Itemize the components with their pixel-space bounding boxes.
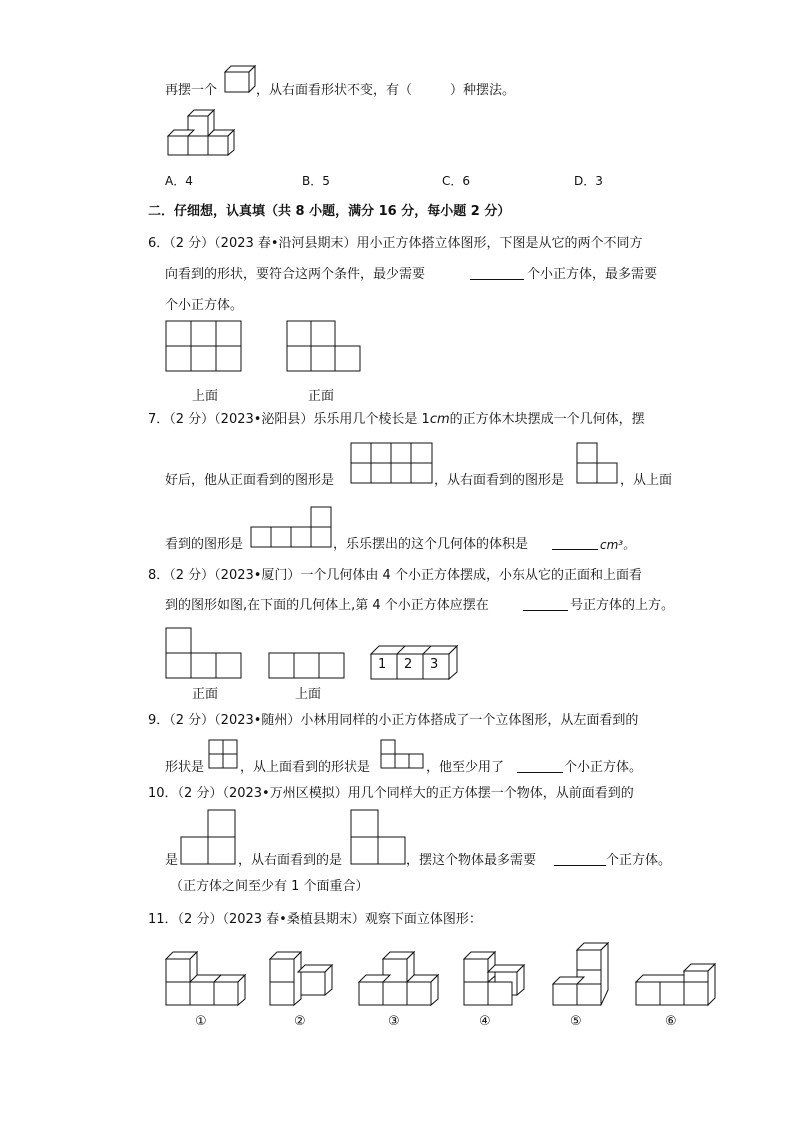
q10-line2a: 是 xyxy=(165,853,179,868)
q8-line2b: 号正方体的上方。 xyxy=(570,598,675,613)
q8-label-top: 上面 xyxy=(295,687,322,702)
q7-line1: 7．（2 分）（2023•泌阳县）乐乐用几个棱长是 1cm的正方体木块摆成一个几何体，摆 xyxy=(148,412,645,427)
q9-left-view xyxy=(209,740,239,770)
q5-text-a: 再摆一个 xyxy=(165,83,218,98)
q7-line2a: 好后，他从正面看到的图形是 xyxy=(165,473,335,488)
q8-line1: 8．（2 分）（2023•厦门）一个几何体由 4 个小正方体摆成，小东从它的正面和上面看 xyxy=(148,568,642,583)
q9-top-view xyxy=(381,740,427,770)
q11-label-3: ③ xyxy=(388,1014,400,1029)
unit-cm3: cm³。 xyxy=(600,538,636,552)
q11-line1: 11．（2 分）（2023 春•桑植县期末）观察下面立体图形： xyxy=(148,912,482,927)
q5-option-d[interactable]: D．3 xyxy=(574,174,603,188)
section-title: 二．仔细想，认真填（共 8 小题，满分 16 分，每小题 2 分） xyxy=(148,204,511,219)
q10-line2c: ，摆这个物体最多需要 xyxy=(406,853,537,868)
q10-front-view xyxy=(181,810,239,866)
q5-option-a[interactable]: A．4 xyxy=(165,174,193,188)
q10-line2d: 个正方体。 xyxy=(606,853,672,868)
q11-figure-6 xyxy=(636,964,722,1008)
q7-line2c: ，从上面 xyxy=(620,473,673,488)
q6-label-front: 正面 xyxy=(308,389,335,404)
q7-top-view xyxy=(251,507,335,549)
q11-figure-4 xyxy=(464,952,528,1008)
q8-line2a: 到的图形如图,在下面的几何体上,第 4 个小正方体应摆在 xyxy=(165,598,489,613)
q9-line2a: 形状是 xyxy=(165,760,205,775)
q5-option-b[interactable]: B．5 xyxy=(302,174,330,188)
q7-right-view xyxy=(577,443,621,485)
single-cube-figure xyxy=(225,66,255,94)
q5-text-c: ）种摆法。 xyxy=(450,83,516,98)
q6-line1: 6．（2 分）（2023 春•沿河县期末）用小正方体搭立体图形，下图是从它的两个不同方 xyxy=(148,236,643,251)
q6-line2b: 个小正方体，最多需要 xyxy=(527,267,658,282)
q6-front-view xyxy=(287,321,363,373)
q10-answer-blank[interactable] xyxy=(554,852,606,866)
q10-line3: （正方体之间至少有 1 个面重合） xyxy=(170,879,369,894)
q5-solid-figure xyxy=(168,108,240,158)
q11-figure-2 xyxy=(270,952,336,1002)
q7-line3b: ，乐乐摆出的这个几何体的体积是 xyxy=(333,537,529,552)
q6-top-view xyxy=(166,321,242,373)
q9-line2b: ，从上面看到的形状是 xyxy=(240,760,371,775)
q11-figure-5 xyxy=(553,942,615,1008)
q7-answer-blank[interactable] xyxy=(552,536,598,550)
q11-label-2: ② xyxy=(294,1014,306,1029)
q9-line2c: ，他至少用了 xyxy=(426,760,505,775)
q7-line2b: ，从右面看到的图形是 xyxy=(434,473,565,488)
q10-line2b: ，从右面看到的是 xyxy=(238,853,343,868)
q8-answer-blank[interactable] xyxy=(523,597,568,611)
q7-line3a: 看到的图形是 xyxy=(165,537,244,552)
q5-text-b: ，从右面看形状不变，有（ xyxy=(256,83,413,98)
q11-label-4: ④ xyxy=(479,1014,491,1029)
q9-line2d: 个小正方体。 xyxy=(564,760,643,775)
q8-front-view xyxy=(166,628,242,680)
q11-label-1: ① xyxy=(195,1014,207,1029)
q10-line1: 10．（2 分）（2023•万州区模拟）用几个同样大的正方体摆一个物体，从前面看到的 xyxy=(148,786,634,801)
q7-front-view xyxy=(351,443,435,485)
q6-label-top: 上面 xyxy=(192,389,219,404)
q8-label-front: 正面 xyxy=(192,687,219,702)
cube-number-3: 3 xyxy=(430,657,439,672)
q11-figure-1 xyxy=(166,952,244,1008)
cube-number-1: 1 xyxy=(378,657,387,672)
q9-answer-blank[interactable] xyxy=(517,759,563,773)
q11-label-5: ⑤ xyxy=(570,1014,582,1029)
q6-line3: 个小正方体。 xyxy=(165,298,244,313)
q11-label-6: ⑥ xyxy=(665,1014,677,1029)
q9-line1: 9．（2 分）（2023•随州）小林用同样的小正方体搭成了一个立体图形，从左面看到的 xyxy=(148,713,639,728)
q6-line2a: 向看到的形状，要符合这两个条件，最少需要 xyxy=(165,267,426,282)
q11-figure-3 xyxy=(359,952,437,1008)
q10-right-view xyxy=(351,810,409,866)
q5-option-c[interactable]: C．6 xyxy=(442,174,471,188)
q6-answer-min-blank[interactable] xyxy=(470,266,524,280)
unit-cm: cm xyxy=(429,412,450,427)
q8-top-view xyxy=(269,653,345,680)
cube-number-2: 2 xyxy=(404,657,413,672)
